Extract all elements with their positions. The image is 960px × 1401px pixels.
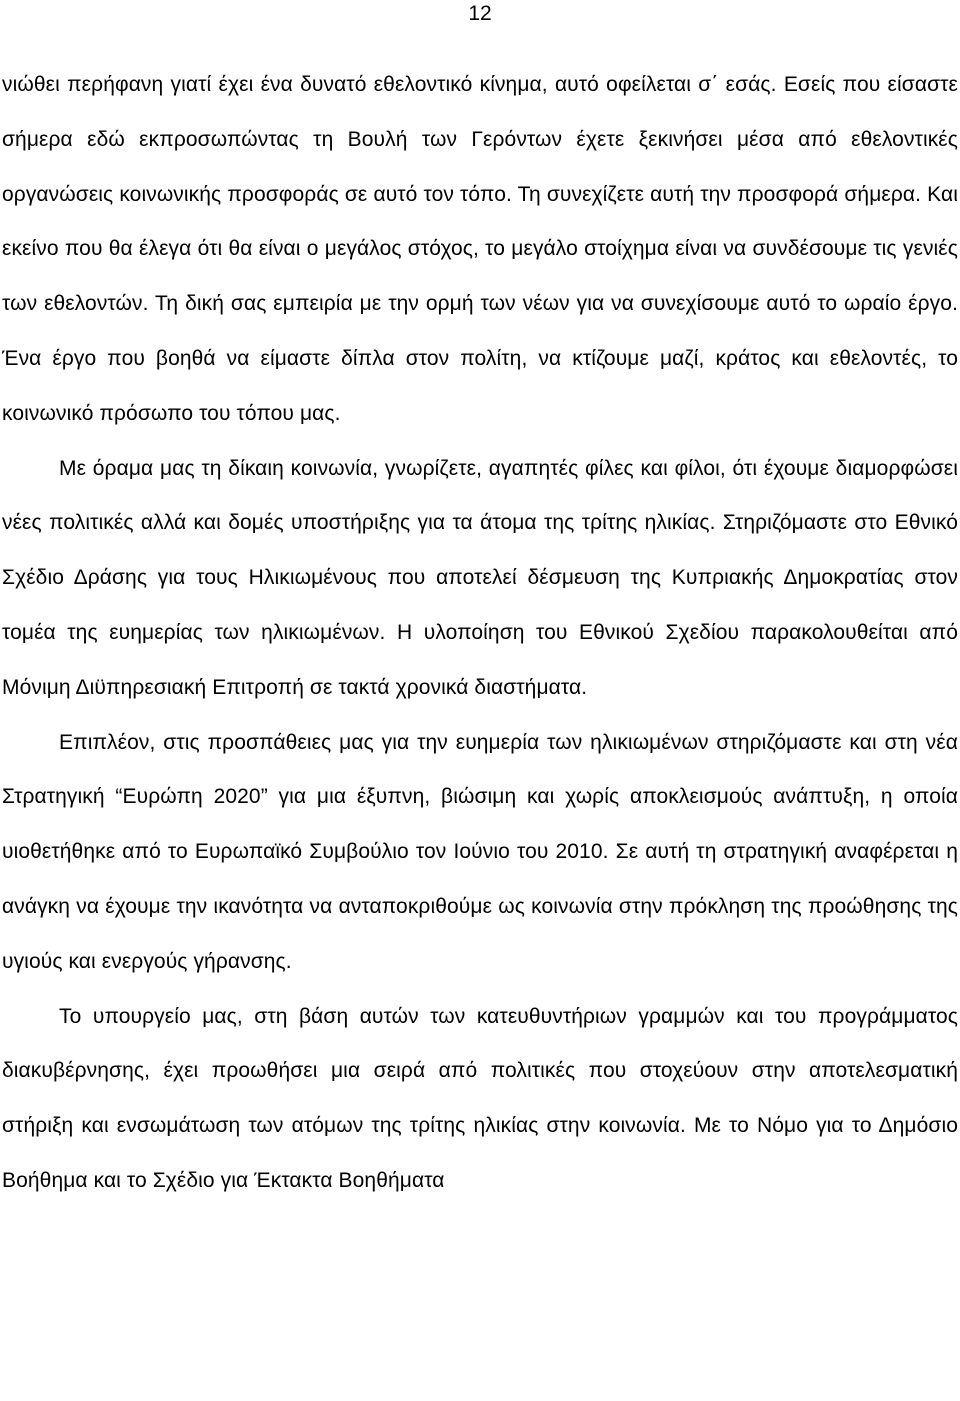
paragraph-continuation: νιώθει περήφανη γιατί έχει ένα δυνατό εθελοντικό κίνημα, αυτό οφείλεται σ΄ εσάς. Εσείς που είσαστε σήμερα εδώ εκπροσωπώντας τη Βουλή των Γερόντων έχετε ξεκινήσει μέσα από εθελοντικές οργανώσεις κοινωνικής προσφοράς σε αυτό τον τόπο. Τη συνεχίζετε αυτή την προσφορά σήμερα. Και εκείνο που θα έλεγα ότι θα είναι ο μεγάλος στόχος, το μεγάλο στοίχημα είναι να συνδέσουμε τις γενιές των εθελοντών. Τη δική σας εμπειρία με την ορμή των νέων για να συνεχίσουμε αυτό το ωραίο έργο. Ένα έργο που βοηθά να είμαστε δίπλα στον πολίτη, να κτίζουμε μαζί, κράτος και εθελοντές, το κοινωνικό πρόσωπο του τόπου μας. <box>2 73 958 425</box>
paragraph-ministry: Το υπουργείο μας, στη βάση αυτών των κατευθυντήριων γραμμών και του προγράμματος διακυβέρνησης, έχει προωθήσει μια σειρά από πολιτικές που στοχεύουν στην αποτελεσματική στήριξη και ενσωμάτωση των ατόμων της τρίτης ηλικίας στην κοινωνία. Με το Νόμο για το Δημόσιο Βοήθημα και το Σχέδιο για Έκτακτα Βοηθήματα <box>2 1004 958 1192</box>
body-text <box>2 58 958 1209</box>
paragraph-europe-2020: Επιπλέον, στις προσπάθειες μας για την ευημερία των ηλικιωμένων στηριζόμαστε και στη νέα Στρατηγική “Ευρώπη 2020” για μια έξυπνη, βιώσιμη και χωρίς αποκλεισμούς ανάπτυξη, η οποία υιοθετήθηκε από το Ευρωπαϊκό Συμβούλιο τον Ιούνιο του 2010. Σε αυτή τη στρατηγική αναφέρεται η ανάγκη να έχουμε την ικανότητα να ανταποκριθούμε ως κοινωνία στην πρόκληση της προώθησης της υγιούς και ενεργούς γήρανσης. <box>2 730 958 973</box>
paragraph-vision: Με όραμα μας τη δίκαιη κοινωνία, γνωρίζετε, αγαπητές φίλες και φίλοι, ότι έχουμε διαμορφώσει νέες πολιτικές αλλά και δομές υποστήριξης για τα άτομα της τρίτης ηλικίας. Στηριζόμαστε στο Εθνικό Σχέδιο Δράσης για τους Ηλικιωμένους που αποτελεί δέσμευση της Κυπριακής Δημοκρατίας στον τομέα της ευημερίας των ηλικιωμένων. Η υλοποίηση του Εθνικού Σχεδίου παρακολουθείται από Μόνιμη Διϋπηρεσιακή Επιτροπή σε τακτά χρονικά διαστήματα. <box>2 456 958 699</box>
page-number: 12 <box>468 2 492 25</box>
